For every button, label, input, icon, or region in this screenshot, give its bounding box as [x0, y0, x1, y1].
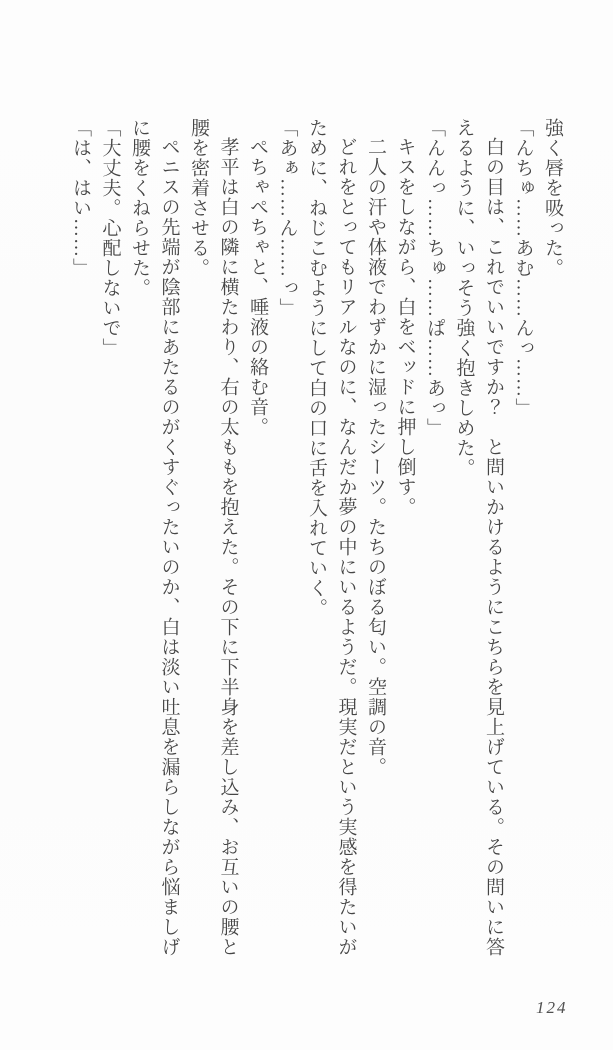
paragraph: 二人の汗や体液でわずかに湿ったシーツ。たちのぼる匂い。空調の音。: [365, 137, 386, 777]
paragraph: どれをとってもリアルなのに、なんだか夢の中にいるようだ。現実だという実感を得たいがために、ねじこむようにして白の口に舌を入れていく。: [306, 118, 357, 957]
paragraph: 「は、はい……」: [70, 118, 91, 278]
paragraph: 「んんっ……ちゅ……ぱ……あっ」: [424, 118, 445, 438]
paragraph: 「大丈夫。心配しないで」: [99, 118, 121, 358]
paragraph: 「あぁ……ん……っ」: [276, 118, 298, 318]
paragraph: 強く唇を吸った。: [542, 118, 563, 278]
paragraph: ぺちゃぺちゃと、唾液の絡む音。: [247, 137, 268, 437]
page-text: [66, 118, 568, 960]
page-number: 124: [536, 998, 568, 1017]
paragraph: ペニスの先端が陰部にあたるのがくすぐったいのか、白は淡い吐息を漏らしながら悩ましげに腰をくねらせた。: [129, 118, 180, 957]
paragraph: 「んちゅ……あむ……んっ……」: [512, 118, 534, 418]
paragraph: 白の目は、これでいいですか？ と問いかけるようにこちらを見上げている。その問いに答えるように、いっそう強く抱きしめた。: [453, 118, 504, 957]
paragraph: キスをしながら、白をベッドに押し倒す。: [394, 137, 416, 517]
paragraph: 孝平は白の隣に横たわり、右の太ももを抱えた。その下に下半身を差し込み、お互いの腰と腰を密着させる。: [188, 118, 239, 957]
